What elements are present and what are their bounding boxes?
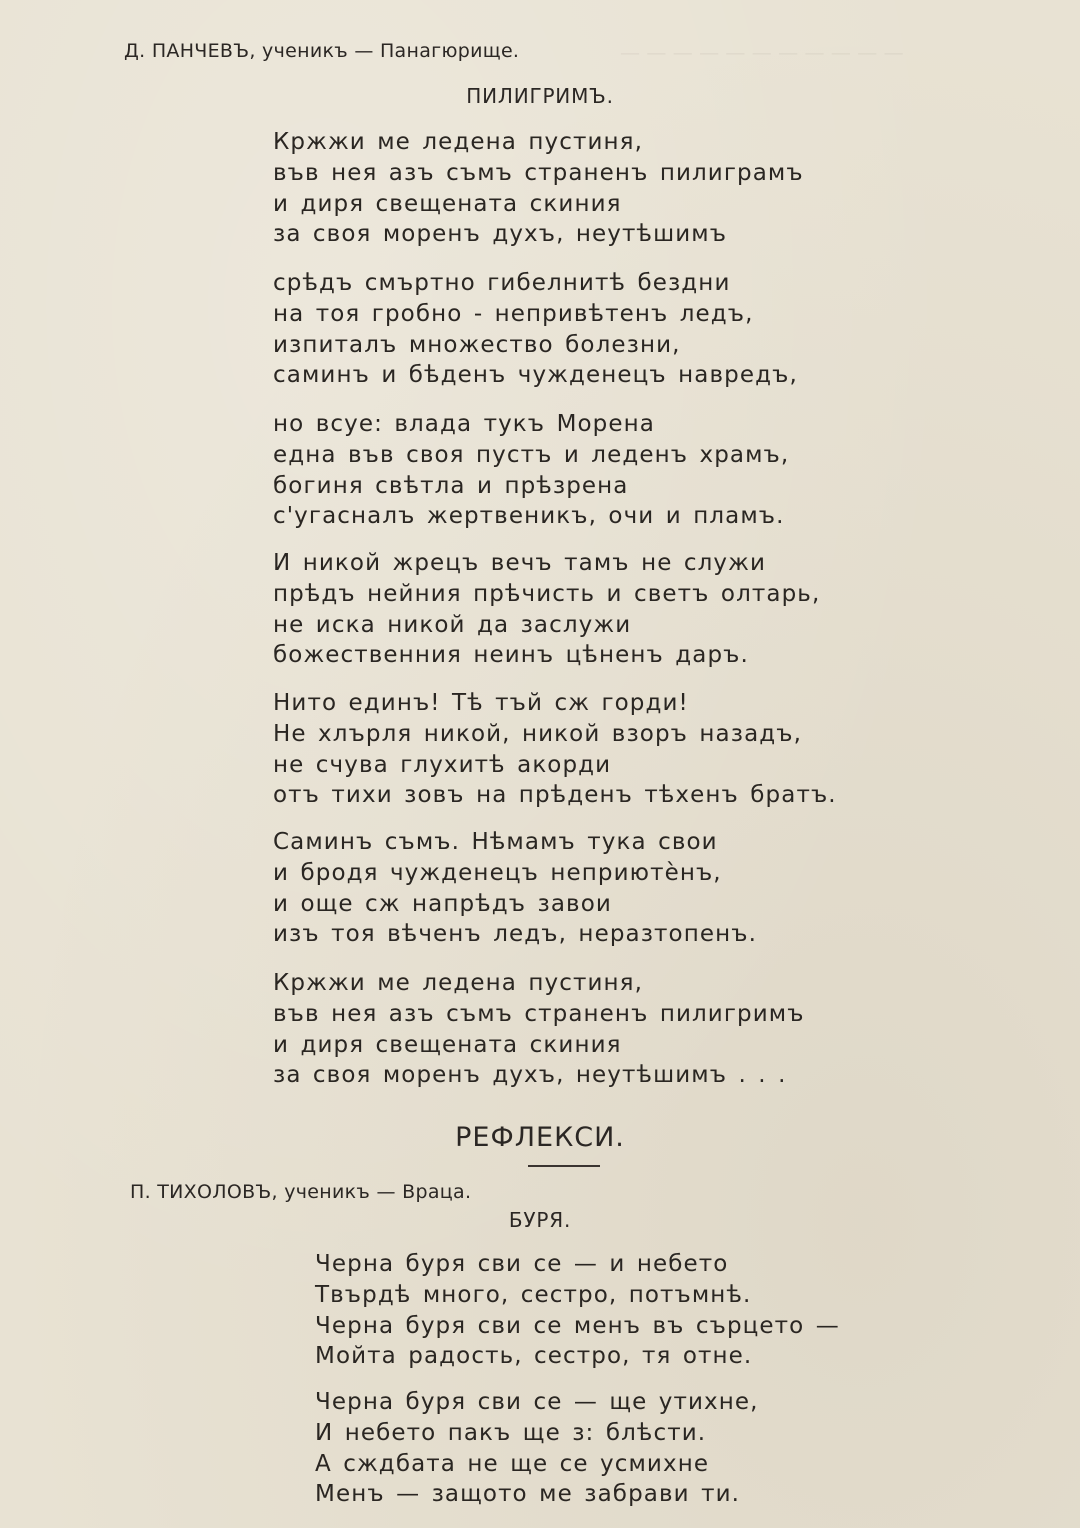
poem-line: Кржжи ме ледена пустиня, <box>273 129 644 155</box>
stanza <box>273 548 820 671</box>
poem-line: Черна буря сви се — и небето <box>315 1251 729 1277</box>
poem-line: Черна буря сви се менъ въ сърцето — <box>315 1312 840 1339</box>
poem-line: не иска никой да заслужи <box>273 611 632 638</box>
poem-line: на тоя гробно - непривѣтенъ ледъ, <box>273 300 754 327</box>
stanza <box>273 409 789 532</box>
poem-line: срѣдъ смъртно гибелнитѣ бездни <box>273 270 731 296</box>
poem-line: Не хлърля никой, никой взоръ назадъ, <box>273 720 803 747</box>
poem-line: Твърдѣ много, сестро, потъмнѣ. <box>315 1281 752 1308</box>
poem-line: Нито единъ! Тѣ тъй сж горди! <box>273 690 689 716</box>
poem-line: и още сж напрѣдъ завои <box>273 890 612 917</box>
stanza <box>273 968 805 1091</box>
poem-line: Черна буря сви се — ще утихне, <box>315 1389 759 1415</box>
poem-line: Кржжи ме ледена пустиня, <box>273 970 644 996</box>
poem-line: изъ тоя вѣченъ ледъ, неразтопенъ. <box>273 921 757 948</box>
poem-line: отъ тихи зовъ на прѣденъ тѣхенъ братъ. <box>273 782 837 809</box>
poem-line: но всуе: влада тукъ Морена <box>273 411 655 437</box>
poem-line: Мойта радость, сестро, тя отне. <box>315 1343 753 1370</box>
poem-line: и диря свещената скиния <box>273 1031 622 1058</box>
bleed-through-texture: — — — — — — — — — — — <box>620 40 904 64</box>
poem-line: с'угасналъ жертвеникъ, очи и пламъ. <box>273 503 785 530</box>
stanza <box>273 827 757 950</box>
poem-line: една във своя пустъ и леденъ храмъ, <box>273 441 790 468</box>
poem-line: във нея азъ съмъ страненъ пилиграмъ <box>273 159 804 186</box>
poem-title: БУРЯ. <box>508 1208 572 1232</box>
poem-line: И никой жрецъ вечъ тамъ не служи <box>273 550 766 576</box>
poem-line: богиня свѣтла и прѣзрена <box>273 472 629 499</box>
stanza <box>273 688 837 811</box>
poem-line: за своя моренъ духъ, неутѣшимъ . . . <box>273 1062 787 1089</box>
poem-title: ПИЛИГРИМЪ. <box>466 84 614 108</box>
poem-line: А сждбата не ще се усмихне <box>315 1450 710 1477</box>
section-heading: РЕФЛЕКСИ. <box>455 1122 625 1153</box>
stanza <box>315 1249 840 1372</box>
poem-line: Менъ — защото ме забрави ти. <box>315 1481 741 1508</box>
stanza <box>273 127 804 250</box>
stanza <box>315 1387 759 1510</box>
poem-line: и диря свещената скиния <box>273 190 622 217</box>
poem-line: божественния неинъ цѣненъ даръ. <box>273 642 749 669</box>
poem-line: Саминъ съмъ. Нѣмамъ тука свои <box>273 829 718 855</box>
poem-line: не счува глухитѣ акорди <box>273 751 612 778</box>
poem-line: прѣдъ нейния прѣчисть и светъ олтарь, <box>273 580 821 607</box>
poem-line: изпиталъ множество болезни, <box>273 331 681 358</box>
poem-line: и бродя чужденецъ неприютѐнъ, <box>273 859 722 886</box>
poem-line: във нея азъ съмъ страненъ пилигримъ <box>273 1000 805 1027</box>
poem-line: И небето пакъ ще з: блѣсти. <box>315 1419 707 1446</box>
section-divider <box>528 1165 600 1167</box>
poem-line: саминъ и бѣденъ чужденецъ навредъ, <box>273 362 798 389</box>
author-byline: П. ТИХОЛОВЪ, ученикъ — Враца. <box>130 1181 472 1203</box>
author-byline: Д. ПАНЧЕВЪ, ученикъ — Панагюрище. <box>124 40 520 62</box>
stanza <box>273 268 798 391</box>
poem-line: за своя моренъ духъ, неутѣшимъ <box>273 221 728 248</box>
